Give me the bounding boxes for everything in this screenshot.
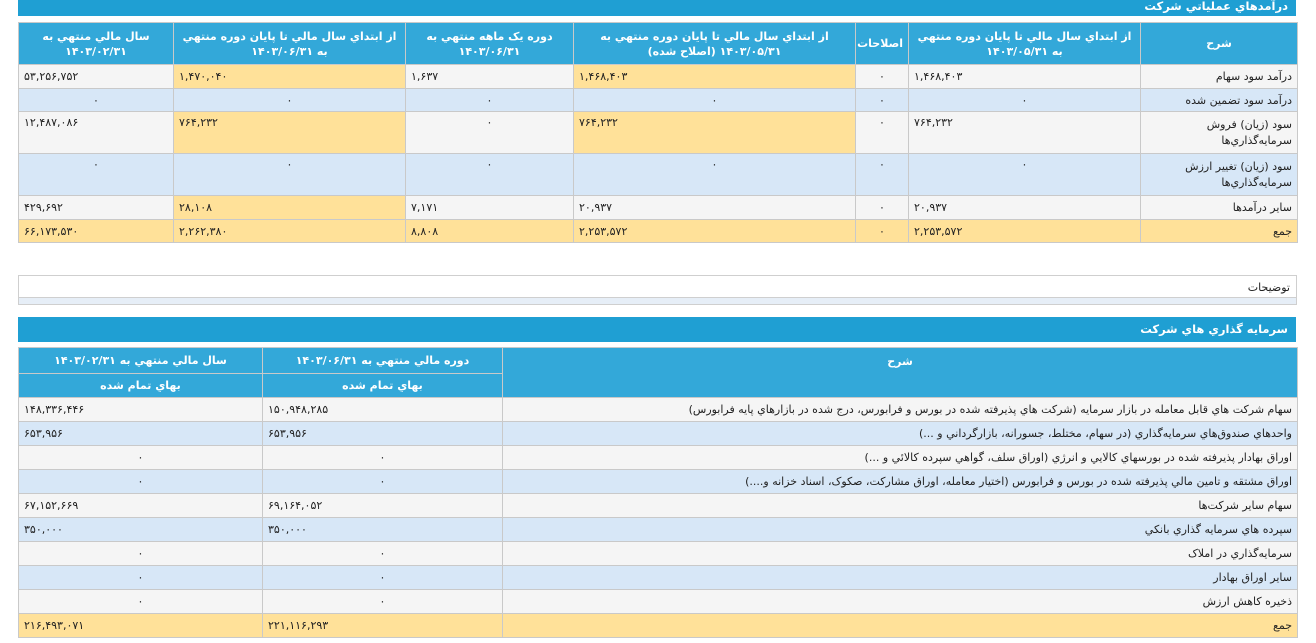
col-fiscal-year: سال مالي منتهي به ۱۴۰۳/۰۲/۳۱ xyxy=(19,23,174,65)
row-label: اوراق مشتقه و تامين مالي پذيرفته شده در بورس و فرابورس (اختيار معامله، اوراق مشارکت، صکوک، اسناد خزانه و....) xyxy=(503,470,1298,494)
cell: ۱,۴۷۰,۰۴۰ xyxy=(174,65,406,89)
cell: ۰ xyxy=(19,470,263,494)
row-label: جمع xyxy=(1141,220,1298,243)
col-year-cost: بهاي تمام شده xyxy=(19,374,263,398)
cell: ۰ xyxy=(263,446,503,470)
cell: ۸,۸۰۸ xyxy=(406,220,574,243)
cell: ۰ xyxy=(263,542,503,566)
table-row-total xyxy=(19,614,1298,638)
cell: ۷۶۴,۲۳۲ xyxy=(909,112,1141,154)
col-period: دوره مالي منتهي به ۱۴۰۳/۰۶/۳۱ xyxy=(263,348,503,374)
notes-box xyxy=(18,275,1297,305)
col-desc: شرح xyxy=(503,348,1298,398)
row-label: سود (زيان) فروش سرمايه‌گذاري‌ها xyxy=(1141,112,1298,154)
cell: ۰ xyxy=(19,566,263,590)
cell: ۰ xyxy=(574,89,856,112)
cell: ۳۵۰,۰۰۰ xyxy=(19,518,263,542)
investments-table xyxy=(18,347,1298,638)
table-row xyxy=(19,542,1298,566)
cell: ۷۶۴,۲۳۲ xyxy=(174,112,406,154)
cell: ۶۵۳,۹۵۶ xyxy=(263,422,503,446)
cell: ۷۶۴,۲۳۲ xyxy=(574,112,856,154)
table-row-total xyxy=(19,220,1298,243)
cell: ۰ xyxy=(406,112,574,154)
cell: ۲۱۶,۴۹۳,۰۷۱ xyxy=(19,614,263,638)
cell: ۰ xyxy=(406,89,574,112)
cell: ۰ xyxy=(909,89,1141,112)
cell: ۰ xyxy=(856,65,909,89)
cell: ۶۶,۱۷۳,۵۳۰ xyxy=(19,220,174,243)
col-period-cost: بهاي تمام شده xyxy=(263,374,503,398)
cell: ۱,۶۳۷ xyxy=(406,65,574,89)
cell: ۱۴۸,۳۳۶,۴۴۶ xyxy=(19,398,263,422)
row-label: سرمايه‌گذاري در املاک xyxy=(503,542,1298,566)
row-label: ذخيره کاهش ارزش xyxy=(503,590,1298,614)
cell: ۰ xyxy=(19,542,263,566)
col-current-period: از ابتداي سال مالي تا پايان دوره منتهي به ۱۴۰۳/۰۶/۳۱ xyxy=(174,23,406,65)
row-label: درآمد سود تضمين شده xyxy=(1141,89,1298,112)
cell: ۰ xyxy=(856,196,909,220)
cell: ۰ xyxy=(574,154,856,196)
col-prev-period-adjusted: از ابتداي سال مالي تا پايان دوره منتهي به ۱۴۰۳/۰۵/۳۱ (اصلاح شده) xyxy=(574,23,856,65)
cell: ۰ xyxy=(406,154,574,196)
table-row xyxy=(19,494,1298,518)
cell: ۰ xyxy=(856,220,909,243)
cell: ۲۲۱,۱۱۶,۲۹۳ xyxy=(263,614,503,638)
cell: ۰ xyxy=(909,154,1141,196)
cell: ۴۲۹,۶۹۲ xyxy=(19,196,174,220)
row-label: سهام شرکت هاي قابل معامله در بازار سرمايه (شرکت هاي پذيرفته شده در بورس و فرابورس، درج شده در بازارهاي پايه فرابورس) xyxy=(503,398,1298,422)
cell: ۰ xyxy=(174,89,406,112)
cell: ۱,۴۶۸,۴۰۳ xyxy=(909,65,1141,89)
cell: ۰ xyxy=(19,89,174,112)
table-row xyxy=(19,470,1298,494)
cell: ۰ xyxy=(19,590,263,614)
table-row xyxy=(19,154,1298,196)
table-row xyxy=(19,112,1298,154)
cell: ۰ xyxy=(174,154,406,196)
row-label: ساير اوراق بهادار xyxy=(503,566,1298,590)
cell: ۶۵۳,۹۵۶ xyxy=(19,422,263,446)
cell: ۲,۲۵۳,۵۷۲ xyxy=(909,220,1141,243)
cell: ۰ xyxy=(263,590,503,614)
cell: ۶۷,۱۵۲,۶۶۹ xyxy=(19,494,263,518)
operating-income-table xyxy=(18,22,1298,243)
row-label: درآمد سود سهام xyxy=(1141,65,1298,89)
notes-strip xyxy=(19,297,1296,304)
cell: ۰ xyxy=(19,446,263,470)
row-label: سهام ساير شرکت‌ها xyxy=(503,494,1298,518)
cell: ۲۸,۱۰۸ xyxy=(174,196,406,220)
row-label: واحدهاي صندوق‌هاي سرمايه‌گذاري (در سهام، مختلط، جسورانه، بازارگرداني و ...) xyxy=(503,422,1298,446)
table-row xyxy=(19,422,1298,446)
table-row xyxy=(19,398,1298,422)
cell: ۶۹,۱۶۴,۰۵۲ xyxy=(263,494,503,518)
col-year: سال مالي منتهي به ۱۴۰۳/۰۲/۳۱ xyxy=(19,348,263,374)
cell: ۱۵۰,۹۴۸,۲۸۵ xyxy=(263,398,503,422)
notes-label: توضيحات xyxy=(1247,281,1290,294)
cell: ۲,۲۶۲,۳۸۰ xyxy=(174,220,406,243)
row-label: جمع xyxy=(503,614,1298,638)
table-row xyxy=(19,590,1298,614)
cell: ۲۰,۹۳۷ xyxy=(909,196,1141,220)
cell: ۰ xyxy=(856,154,909,196)
table-row xyxy=(19,89,1298,112)
table-row xyxy=(19,196,1298,220)
section2-title: سرمايه گذاري هاي شركت xyxy=(18,317,1296,342)
cell: ۵۳,۲۵۶,۷۵۲ xyxy=(19,65,174,89)
cell: ۲,۲۵۳,۵۷۲ xyxy=(574,220,856,243)
cell: ۰ xyxy=(856,112,909,154)
col-one-month: دوره يک ماهه منتهي به ۱۴۰۳/۰۶/۳۱ xyxy=(406,23,574,65)
cell: ۷,۱۷۱ xyxy=(406,196,574,220)
row-label: سود (زيان) تغيير ارزش سرمايه‌گذاري‌ها xyxy=(1141,154,1298,196)
row-label: سپرده هاي سرمايه گذاري بانکي xyxy=(503,518,1298,542)
cell: ۰ xyxy=(856,89,909,112)
table-row xyxy=(19,65,1298,89)
col-adjustments: اصلاحات xyxy=(856,23,909,65)
col-desc: شرح xyxy=(1141,23,1298,65)
cell: ۱,۴۶۸,۴۰۳ xyxy=(574,65,856,89)
cell: ۰ xyxy=(19,154,174,196)
section1-title: درآمدهاي عملياتي شركت xyxy=(18,0,1296,16)
row-label: اوراق بهادار پذيرفته شده در بورسهاي کالايي و انرژي (اوراق سلف، گواهي سپرده کالائي و ...) xyxy=(503,446,1298,470)
row-label: ساير درآمدها xyxy=(1141,196,1298,220)
cell: ۰ xyxy=(263,470,503,494)
table-row xyxy=(19,446,1298,470)
table-row xyxy=(19,518,1298,542)
cell: ۰ xyxy=(263,566,503,590)
cell: ۲۰,۹۳۷ xyxy=(574,196,856,220)
cell: ۳۵۰,۰۰۰ xyxy=(263,518,503,542)
table-row xyxy=(19,566,1298,590)
cell: ۱۲,۴۸۷,۰۸۶ xyxy=(19,112,174,154)
col-prev-period: از ابتداي سال مالي تا پايان دوره منتهي به ۱۴۰۳/۰۵/۳۱ xyxy=(909,23,1141,65)
